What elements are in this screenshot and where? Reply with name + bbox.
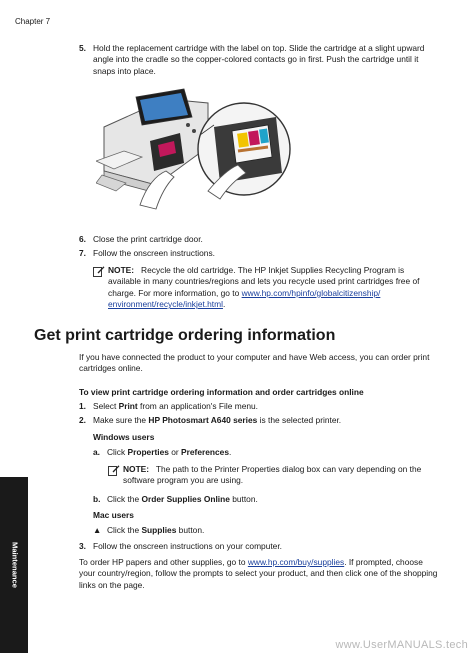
ui-term: Preferences bbox=[181, 447, 229, 457]
procedure-heading: To view print cartridge ordering information and order cartridges online bbox=[79, 387, 364, 397]
step-text: Close the print cartridge door. bbox=[93, 234, 203, 244]
order-step-2 bbox=[79, 415, 439, 427]
note-label: NOTE: bbox=[108, 265, 135, 275]
text: To order HP papers and other supplies, go to bbox=[79, 557, 248, 567]
text: button. bbox=[176, 525, 205, 535]
step-text bbox=[93, 415, 429, 426]
step-text: Follow the onscreen instructions on your computer. bbox=[93, 541, 282, 551]
step-6 bbox=[79, 234, 439, 246]
text: button. bbox=[229, 494, 258, 504]
step-text: Hold the replacement cartridge with the label on top. Slide the cartridge at a slight upward angle into the cradle so the copper-colored contacts go in first. Push the cartridge until it snaps into place. bbox=[93, 43, 425, 76]
step-text bbox=[107, 494, 443, 505]
watermark: www.UserMANUALS.tech bbox=[335, 639, 468, 651]
note-end: . bbox=[222, 299, 226, 310]
text: . bbox=[229, 447, 232, 457]
note-text: Recycle the old cartridge. The HP Inkjet Supplies Recycling Program is available in many countries/regions and lets you recycle used print cartridges free of charge. For more information, go to bbox=[108, 265, 420, 298]
recycle-link-line1: www.hp.com/hpinfo/globalcitizenship/ bbox=[241, 287, 381, 298]
section-title: Get print cartridge ordering information bbox=[34, 327, 336, 344]
section-intro: If you have connected the product to your computer and have Web access, you can order print cartridges online. bbox=[79, 352, 430, 374]
recycle-note bbox=[93, 265, 438, 313]
recycle-link-line2: environment/recycle/inkjet.html bbox=[108, 299, 223, 310]
text: is the selected printer. bbox=[257, 415, 342, 425]
cartridge-install-illustration bbox=[96, 87, 296, 217]
step-number: b. bbox=[93, 494, 101, 504]
step-number: 1. bbox=[79, 401, 86, 411]
step-5 bbox=[79, 43, 439, 79]
note-text: The path to the Printer Properties dialog box can vary depending on the software program you are using. bbox=[123, 464, 422, 486]
ui-term: HP Photosmart A640 series bbox=[148, 415, 258, 425]
closing-paragraph bbox=[79, 557, 439, 591]
windows-users-heading: Windows users bbox=[93, 432, 155, 442]
triangle-bullet-icon: ▲ bbox=[93, 525, 102, 535]
note-icon bbox=[93, 266, 105, 277]
text: Click the bbox=[107, 494, 142, 504]
step-text bbox=[107, 447, 443, 458]
step-text bbox=[93, 401, 429, 412]
order-step-1 bbox=[79, 401, 439, 413]
mac-step bbox=[93, 525, 453, 537]
supplies-link[interactable]: www.hp.com/buy/supplies bbox=[247, 557, 345, 567]
ui-term: Print bbox=[118, 401, 138, 411]
ui-term: Properties bbox=[127, 447, 169, 457]
text: Click the bbox=[107, 525, 142, 535]
windows-step-b bbox=[93, 494, 453, 506]
text: Select bbox=[93, 401, 119, 411]
ui-term: Order Supplies Online bbox=[141, 494, 230, 504]
windows-step-a bbox=[93, 447, 453, 459]
step-text: Follow the onscreen instructions. bbox=[93, 248, 215, 258]
step-number: 5. bbox=[79, 43, 86, 53]
step-number: 2. bbox=[79, 415, 86, 425]
order-step-3 bbox=[79, 541, 439, 553]
mac-users-heading: Mac users bbox=[93, 510, 134, 520]
step-number: 6. bbox=[79, 234, 86, 244]
text: Make sure the bbox=[93, 415, 149, 425]
text: Click bbox=[107, 447, 128, 457]
properties-note bbox=[108, 464, 438, 490]
note-icon bbox=[108, 465, 120, 476]
note-label: NOTE: bbox=[123, 464, 150, 474]
side-tab-label: Maintenance bbox=[10, 542, 20, 588]
ui-term: Supplies bbox=[141, 525, 177, 535]
step-number: 7. bbox=[79, 248, 86, 258]
chapter-label: Chapter 7 bbox=[15, 17, 51, 26]
step-number: a. bbox=[93, 447, 100, 457]
step-number: 3. bbox=[79, 541, 86, 551]
step-7 bbox=[79, 248, 439, 260]
text: from an application's File menu. bbox=[137, 401, 258, 411]
step-text bbox=[107, 525, 443, 536]
text: or bbox=[168, 447, 182, 457]
text: . If prompted, choose your country/region, follow the prompts to select your product, and then click one of the shopping links on the page. bbox=[79, 557, 438, 590]
